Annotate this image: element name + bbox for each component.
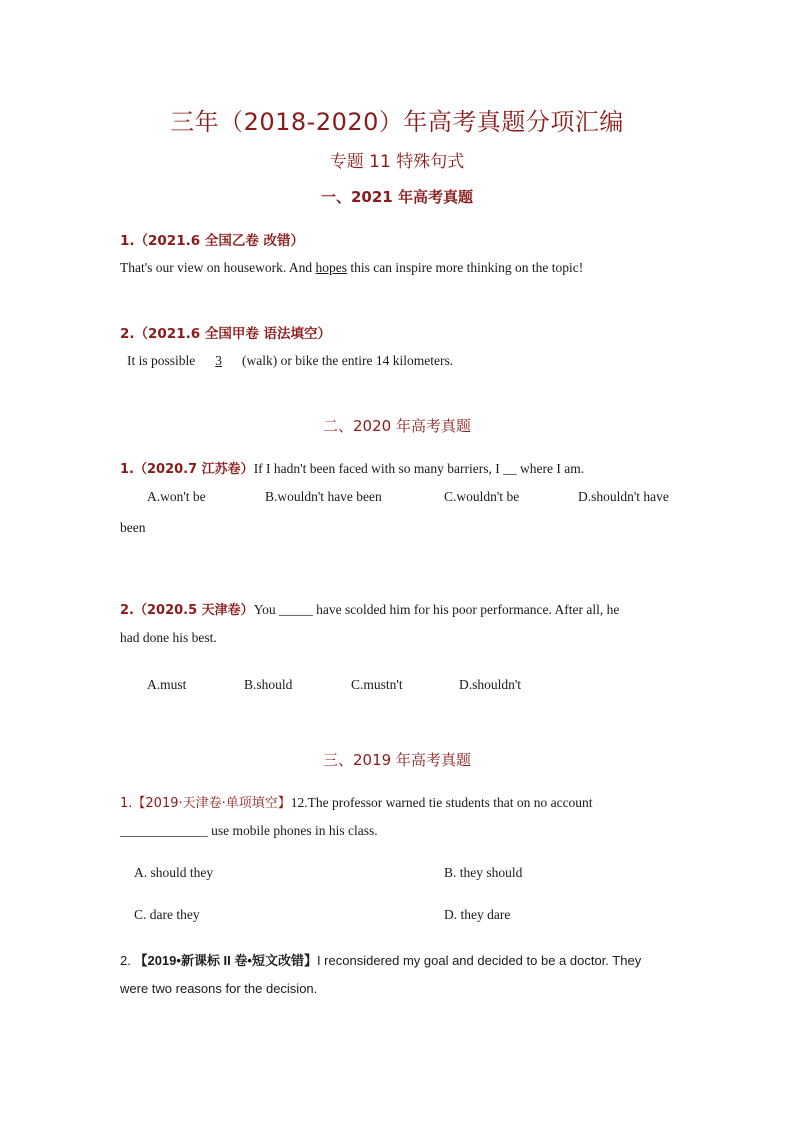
option: A. should they xyxy=(134,865,214,880)
option: D.shouldn't xyxy=(459,677,522,692)
question-text xyxy=(120,260,583,276)
question-number: 2. xyxy=(120,953,131,968)
option: C.wouldn't be xyxy=(444,489,520,504)
answer-blank: 3 xyxy=(215,353,223,368)
question-source: （2020.5 天津卷） xyxy=(133,603,254,618)
underlined-word: hopes xyxy=(315,260,348,275)
question-text-cont: were two reasons for the decision. xyxy=(120,981,318,996)
question-text: 12.The professor warned tie students that on no account xyxy=(290,795,593,810)
question-line xyxy=(120,792,593,811)
question-text-part: this can inspire more thinking on the topic! xyxy=(347,260,584,275)
question-text: If I hadn't been faced with so many barriers, I __ where I am. xyxy=(253,461,585,476)
page-subtitle: 专题 11 特殊句式 xyxy=(329,152,465,172)
option: A.won't be xyxy=(147,489,206,504)
option: C. dare they xyxy=(134,907,200,922)
question-header: 2.（2021.6 全国甲卷 语法填空） xyxy=(120,326,332,342)
option: D.shouldn't have xyxy=(578,489,669,504)
option: B.wouldn't have been xyxy=(265,489,382,504)
question-source: 【2019•新课标 II 卷•短文改错】 xyxy=(134,953,317,968)
question-line xyxy=(120,950,641,969)
question-line xyxy=(120,458,584,477)
section-heading-2021: 一、2021 年高考真题 xyxy=(321,188,473,206)
question-text-cont: had done his best. xyxy=(120,630,217,645)
question-text-part: (walk) or bike the entire 14 kilometers. xyxy=(238,353,454,368)
option-wrap: been xyxy=(120,520,146,535)
question-text-part: That's our view on housework. And xyxy=(120,260,316,275)
question-number: 1. xyxy=(120,462,134,477)
option: A.must xyxy=(147,677,187,692)
question-number: 1. xyxy=(120,796,133,811)
option: D. they dare xyxy=(444,907,511,922)
question-text xyxy=(127,353,453,369)
page-title: 三年（2018-2020）年高考真题分项汇编 xyxy=(170,108,624,136)
question-text-cont: _____________ use mobile phones in his class. xyxy=(120,823,378,838)
question-number: 2. xyxy=(120,603,134,618)
option: C.mustn't xyxy=(351,677,403,692)
question-text-part: It is possible xyxy=(127,353,199,368)
question-text: I reconsidered my goal and decided to be a doctor. They xyxy=(316,953,642,968)
question-header: 1.（2021.6 全国乙卷 改错） xyxy=(120,233,305,249)
question-source: 【2019·天津卷·单项填空】 xyxy=(132,796,291,811)
question-text: You _____ have scolded him for his poor performance. After all, he xyxy=(253,602,620,617)
option: B. they should xyxy=(444,865,523,880)
question-source: （2020.7 江苏卷） xyxy=(133,462,254,477)
section-heading-2020: 二、2020 年高考真题 xyxy=(323,417,471,435)
option: B.should xyxy=(244,677,293,692)
section-heading-2019: 三、2019 年高考真题 xyxy=(323,751,471,769)
question-line xyxy=(120,599,619,618)
